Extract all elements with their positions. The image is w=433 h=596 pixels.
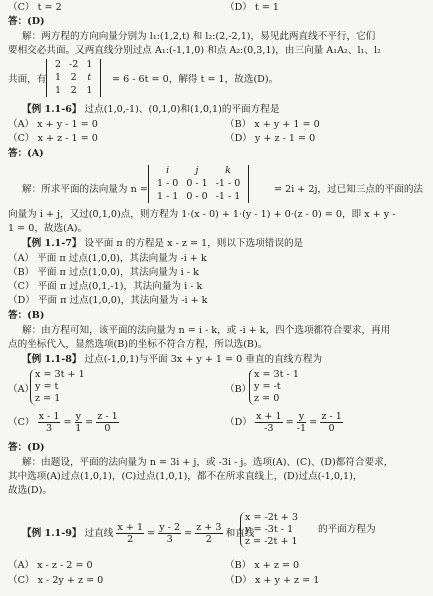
answer: 答：(D) (8, 442, 45, 453)
determinant: 2 -2 1 1 2 t 1 2 1 (46, 59, 101, 97)
answer: 答：(A) (8, 148, 44, 159)
example-title: 【例 1.1-6】 (22, 104, 82, 115)
solution-line: 解：由方程可知，该平面的法向量为 n = i - k，或 -i + k，四个选项都符合要求，再用 (22, 325, 391, 336)
solution-line: 点的坐标代入，显然选项(B)的坐标不符合方程，所以选(B)。 (8, 339, 268, 350)
solution-line: 要相交必共面。又两直线分别过点 A₁:(-1,1,0) 和点 A₂:(0,3,1)，由三向量 A₁A₂、l₁、l₂ (8, 45, 381, 56)
option-d: （D） 平面 π 过点(1,0,0)，其法向量为 -i + k (8, 295, 208, 306)
example-question: 设平面 π 的方程是 x - z = 1，则以下选项错误的是 (84, 238, 304, 249)
example-header (22, 354, 322, 367)
solution-line: 其中选项(A)过点(1,0,1)，(C)过点(1,0,1)，都不在所求直线上，(D)过点(-1,0,1)， (8, 471, 363, 482)
option-a-system: x = 3t + 1 y = t z = 1 (30, 369, 85, 405)
solution-text: = 2i + 2j，过已知三点的平面的法 (274, 184, 424, 195)
solution-text: 共面，有 (8, 74, 47, 85)
option-c: （C） 平面 π 过点(0,1,-1)，其法向量为 i - k (8, 281, 203, 292)
option-c: （C） x - 2y + z = 0 (8, 575, 104, 586)
solution-line: 故选(D)。 (8, 485, 52, 496)
example-question: 过点(-1,0,1)与平面 3x + y + 1 = 0 垂直的直线方程为 (84, 354, 323, 365)
option-b-label: （B） (225, 384, 252, 395)
option-b-system: x = 3t - 1 y = -t z = 0 (249, 369, 299, 405)
option-c: （C） x + z - 1 = 0 (8, 133, 98, 144)
line-system: x = -2t + 3 y = -3t - 1 z = -2t + 1 (240, 512, 298, 548)
example-header (22, 104, 279, 117)
determinant: i j k 1 - 0 0 - 1 -1 - 0 1 - 1 0 - 0 -1 - 1 (148, 165, 249, 203)
option-d: （D） x + y + z = 1 (225, 575, 320, 586)
option-b: （B） x + y + 1 = 0 (225, 119, 320, 130)
example-title: 【例 1.1-8】 (22, 354, 82, 365)
option-d: （D） $\frac{x + 1}{-3}$ = $\frac{y}{-1}$ = $\frac{z - 1}{0}$ (225, 411, 342, 434)
option-a: （A） x + y - 1 = 0 (8, 119, 98, 130)
solution-text: 解：所求平面的法向量为 n = (22, 184, 148, 195)
option-a: （A） x - z - 2 = 0 (8, 560, 93, 571)
answer: 答：(D) (8, 16, 45, 27)
solution-line: 1 = 0，故选(A)。 (8, 223, 88, 234)
example-header: 【例 1.1-9】 过直线 $\frac{x + 1}{2}$ = $\frac{y - 2}{3}$ = $\frac{z + 3}{2}$ 和直线 (22, 522, 255, 545)
option-b: （B） x + z = 0 (225, 560, 300, 571)
solution-line: 解：两方程的方向向量分别为 l₁:(1,2,t) 和 l₂:(2,-2,1)，易见此两直线不平行，它们 (22, 31, 376, 42)
solution-line: 向量为 i + j，又过(0,1,0)点，则方程为 1·(x - 0) + 1·(y - 1) + 0·(z - 0) = 0，即 x + y - (8, 209, 396, 220)
example-title: 【例 1.1-7】 (22, 238, 82, 249)
solution-text: = 6 - 6t = 0，解得 t = 1，故选(D)。 (112, 74, 279, 85)
answer: 答：(B) (8, 310, 45, 321)
option-a-label: （A） (8, 384, 35, 395)
example-question: 的平面方程为 (318, 524, 376, 535)
option-d: （D） y + z - 1 = 0 (225, 133, 316, 144)
example-question: 过点(1,0,-1)、(0,1,0)和(1,0,1)的平面方程是 (84, 104, 280, 115)
solution-line: 解：由题设，平面的法向量为 n = 3i + j，或 -3i - j。选项(A)、(C)、(D)都符合要求， (22, 457, 394, 468)
option-c: （C） $\frac{x - 1}{3}$ = $\frac{y}{1}$ = $\frac{z - 1}{0}$ (8, 411, 118, 434)
example-header (22, 238, 303, 251)
option-b: （B） 平面 π 过点(1,0,0)，其法向量为 i - k (8, 267, 199, 278)
option-a: （A） 平面 π 过点(1,0,0)，其法向量为 -i + k (8, 253, 207, 264)
option-d: （D） t = 1 (225, 2, 280, 13)
option-c: （C） t = 2 (8, 2, 62, 13)
example-title: 【例 1.1-9】 (22, 528, 82, 539)
